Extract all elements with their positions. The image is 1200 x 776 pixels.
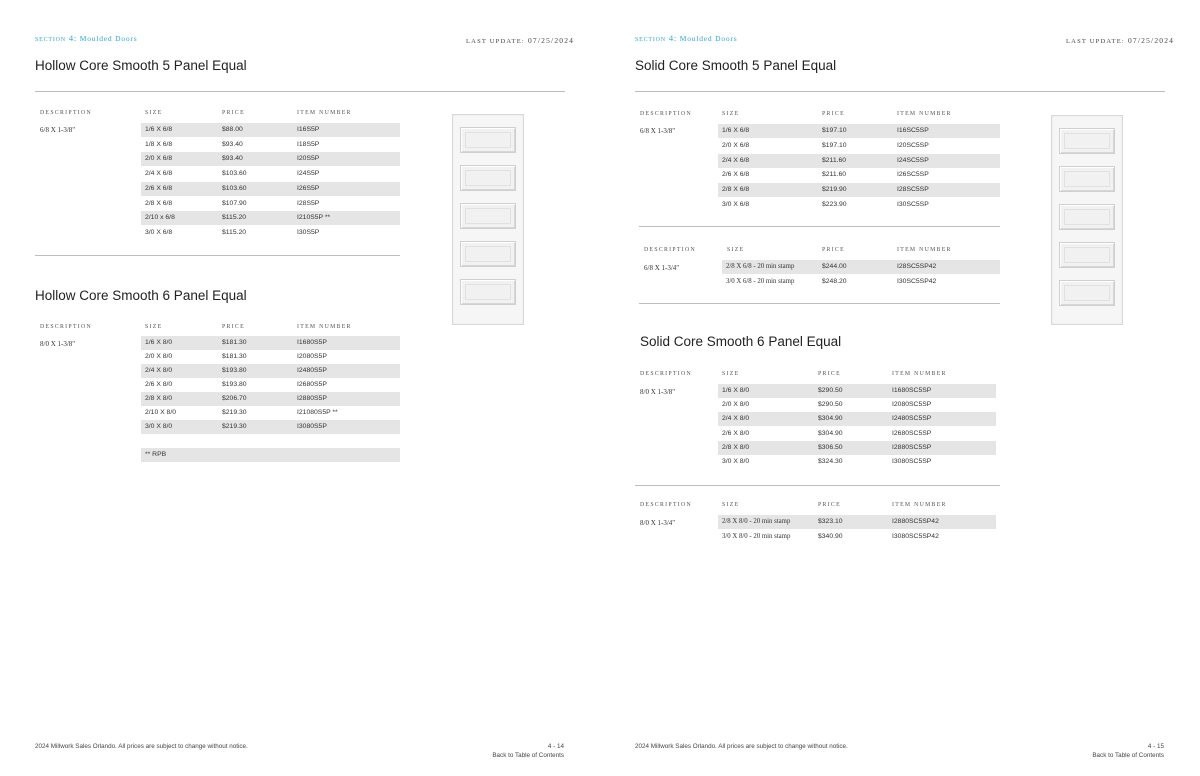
size-cell: 3/0 X 6/8 (145, 228, 173, 236)
item-number-cell: I26SC5SP (897, 171, 929, 179)
table-row (141, 152, 400, 166)
table-row (718, 398, 996, 412)
col-head-item-number: ITEM NUMBER (297, 110, 352, 116)
table-row (141, 167, 400, 181)
price-cell: $211.60 (822, 156, 847, 164)
footer-nav (492, 743, 564, 760)
price-cell: $340.90 (818, 532, 843, 540)
section-name: Moulded Doors (679, 34, 738, 43)
divider (635, 91, 1165, 92)
item-number-cell: I2680SC5SP (892, 429, 932, 437)
price-cell: $197.10 (822, 127, 847, 134)
section-name: Moulded Doors (79, 34, 138, 43)
table-row (722, 275, 1000, 289)
table-row (141, 420, 400, 434)
size-cell: 2/6 X 6/8 (722, 171, 750, 179)
table-row (718, 154, 1000, 168)
col-head-description: DESCRIPTION (644, 247, 696, 253)
divider (635, 485, 1000, 486)
footer-copyright: 2024 Millwork Sales Orlando. All prices are subject to change without notice. (35, 743, 248, 750)
last-update (1066, 36, 1174, 45)
price-cell: $103.60 (222, 184, 247, 192)
size-cell: 2/8 X 6/8 - 20 min stamp (726, 263, 795, 270)
item-number-cell: I30SC5SP (897, 201, 929, 208)
size-cell: 3/0 X 8/0 - 20 min stamp (722, 532, 791, 540)
item-number-cell: I24S5P (297, 170, 320, 178)
size-cell: 2/8 X 8/0 (722, 443, 750, 451)
footer-copyright: 2024 Millwork Sales Orlando. All prices are subject to change without notice. (635, 743, 848, 750)
col-head-description: DESCRIPTION (640, 502, 692, 508)
size-cell: 3/0 X 8/0 (145, 423, 173, 430)
price-cell: $290.50 (818, 401, 843, 409)
col-head-price: PRICE (818, 371, 841, 377)
price-cell: $219.30 (222, 423, 247, 430)
size-cell: 2/6 X 6/8 (145, 184, 173, 192)
footnote-text: ** RPB (145, 451, 167, 458)
item-number-cell: I2880SC5SP42 (892, 518, 939, 525)
item-number-cell: I2080SC5SP (892, 401, 932, 409)
item-number-cell: I26S5P (297, 184, 320, 192)
table-row (141, 336, 400, 350)
col-head-size: SIZE (727, 247, 745, 253)
item-number-cell: I16SC5SP (897, 127, 929, 134)
divider (35, 91, 565, 92)
size-cell: 3/0 X 8/0 (722, 458, 750, 465)
divider (639, 226, 1000, 227)
col-head-size: SIZE (145, 110, 163, 116)
size-cell: 2/8 X 8/0 (145, 395, 173, 402)
last-update-date: 07/25/2024 (1127, 36, 1175, 45)
door-image-5-panel (452, 114, 524, 325)
item-number-cell: I1680SC5SP (892, 387, 932, 394)
price-cell: $197.10 (822, 141, 847, 149)
price-cell: $193.80 (222, 367, 247, 374)
col-head-price: PRICE (818, 502, 841, 508)
price-cell: $193.80 (222, 381, 247, 388)
price-cell: $248.20 (822, 277, 847, 285)
price-cell: $115.20 (222, 214, 247, 222)
size-cell: 2/8 X 8/0 - 20 min stamp (722, 518, 791, 525)
item-number-cell: I28SC5SP42 (897, 263, 937, 270)
size-cell: 2/4 X 8/0 (722, 415, 750, 423)
item-number-cell: I3080SC5SP42 (892, 532, 939, 540)
back-to-toc-link[interactable]: Back to Table of Contents (1092, 751, 1164, 759)
size-cell: 1/6 X 6/8 (722, 127, 750, 134)
size-cell: 2/8 X 6/8 (145, 199, 173, 207)
item-number-cell: I21080S5P ** (297, 409, 338, 416)
price-cell: $306.50 (818, 443, 843, 451)
col-head-price: PRICE (822, 247, 845, 253)
col-head-size: SIZE (722, 502, 740, 508)
size-cell: 1/6 X 8/0 (722, 387, 750, 394)
item-number-cell: I1680S5P (297, 339, 327, 346)
col-head-price: PRICE (822, 111, 845, 117)
price-cell: $223.90 (822, 201, 847, 208)
size-cell: 1/6 X 6/8 (145, 126, 173, 133)
table-row (718, 183, 1000, 197)
size-cell: 2/0 X 8/0 (722, 401, 750, 409)
table-row (718, 441, 996, 455)
table-row (718, 455, 996, 469)
size-cell: 2/10 X 8/0 (145, 409, 176, 416)
table-row (141, 226, 400, 240)
size-cell: 3/0 X 6/8 (722, 201, 750, 208)
door-panel (1059, 166, 1115, 192)
price-cell: $304.90 (818, 429, 843, 437)
item-number-cell: I28S5P (297, 199, 320, 207)
price-cell: $211.60 (822, 171, 847, 179)
col-head-item-number: ITEM NUMBER (897, 247, 952, 253)
table-title: Solid Core Smooth 5 Panel Equal (635, 58, 837, 73)
size-cell: 2/4 X 6/8 (722, 156, 750, 164)
price-cell: $88.00 (222, 126, 243, 133)
footer-nav (1092, 743, 1164, 760)
item-number-cell: I210S5P ** (297, 214, 331, 222)
price-cell: $290.50 (818, 387, 843, 394)
col-head-item-number: ITEM NUMBER (892, 502, 947, 508)
description-value: 6/8 X 1-3/8" (640, 127, 676, 135)
col-head-price: PRICE (222, 324, 245, 330)
price-cell: $304.90 (818, 415, 843, 423)
door-panel (460, 165, 516, 191)
table-row (141, 123, 400, 137)
price-cell: $107.90 (222, 199, 247, 207)
size-cell: 2/6 X 8/0 (145, 381, 173, 388)
size-cell: 2/10 x 6/8 (145, 214, 175, 222)
page-number: 4 - 14 (547, 743, 564, 750)
item-number-cell: I20SC5SP (897, 141, 929, 149)
price-cell: $115.20 (222, 228, 247, 236)
item-number-cell: I2880SC5SP (892, 443, 932, 451)
size-cell: 2/0 X 6/8 (722, 141, 750, 149)
item-number-cell: I30SC5SP42 (897, 277, 937, 285)
size-cell: 2/8 X 6/8 (722, 186, 750, 194)
table-row (141, 350, 400, 364)
col-head-item-number: ITEM NUMBER (892, 371, 947, 377)
last-update-label: LAST UPDATE: (1066, 38, 1125, 45)
door-image-5-panel (1051, 115, 1123, 325)
col-head-description: DESCRIPTION (640, 371, 692, 377)
table-row (718, 139, 1000, 153)
door-panel (460, 279, 516, 305)
footnote-row (141, 448, 400, 462)
item-number-cell: I2080S5P (297, 353, 327, 360)
door-panel (460, 203, 516, 229)
table-row (718, 530, 996, 544)
price-cell: $93.40 (222, 140, 243, 148)
description-value: 8/0 X 1-3/4" (640, 519, 676, 527)
table-row (718, 515, 996, 529)
item-number-cell: I24SC5SP (897, 156, 929, 164)
item-number-cell: I2680S5P (297, 381, 327, 388)
price-cell: $103.60 (222, 170, 247, 178)
col-head-size: SIZE (722, 371, 740, 377)
back-to-toc-link[interactable]: Back to Table of Contents (492, 751, 564, 759)
size-cell: 2/0 X 8/0 (145, 353, 173, 360)
size-cell: 2/0 X 6/8 (145, 155, 173, 163)
door-panel (1059, 242, 1115, 268)
description-value: 8/0 X 1-3/8" (640, 388, 676, 396)
item-number-cell: I2880S5P (297, 395, 327, 402)
col-head-item-number: ITEM NUMBER (297, 324, 352, 330)
col-head-description: DESCRIPTION (640, 111, 692, 117)
size-cell: 3/0 X 6/8 - 20 min stamp (726, 277, 795, 285)
price-cell: $219.90 (822, 186, 847, 194)
description-value: 8/0 X 1-3/8" (40, 340, 76, 348)
door-panel (1059, 280, 1115, 306)
divider (639, 303, 1000, 304)
right-page (600, 0, 1200, 776)
size-cell: 2/4 X 8/0 (145, 367, 173, 374)
table-row (718, 198, 1000, 212)
price-cell: $93.40 (222, 155, 243, 163)
section-label (635, 33, 737, 43)
item-number-cell: I3080SC5SP (892, 458, 932, 465)
price-cell: $324.30 (818, 458, 843, 465)
item-number-cell: I2480SC5SP (892, 415, 932, 423)
price-cell: $181.30 (222, 339, 247, 346)
table-row (722, 260, 1000, 274)
table-row (141, 406, 400, 420)
price-cell: $219.30 (222, 409, 247, 416)
description-value: 6/8 X 1-3/8" (40, 126, 76, 134)
col-head-item-number: ITEM NUMBER (897, 111, 952, 117)
table-row (718, 427, 996, 441)
table-title: Hollow Core Smooth 5 Panel Equal (35, 58, 247, 73)
section-prefix: section 4: (35, 33, 78, 43)
table-title: Hollow Core Smooth 6 Panel Equal (35, 288, 247, 303)
door-panel (1059, 204, 1115, 230)
size-cell: 2/4 X 6/8 (145, 170, 173, 178)
table-row (141, 364, 400, 378)
price-cell: $244.00 (822, 263, 847, 270)
item-number-cell: I30S5P (297, 228, 320, 236)
col-head-price: PRICE (222, 110, 245, 116)
price-cell: $206.70 (222, 395, 247, 402)
item-number-cell: I16S5P (297, 126, 320, 133)
table-row (141, 182, 400, 196)
table-row (718, 124, 1000, 138)
item-number-cell: I28SC5SP (897, 186, 929, 194)
description-value: 6/8 X 1-3/4" (644, 264, 680, 272)
table-row (141, 197, 400, 211)
item-number-cell: I18S5P (297, 140, 320, 148)
door-panel (460, 241, 516, 267)
table-title: Solid Core Smooth 6 Panel Equal (640, 334, 842, 349)
door-panel (1059, 128, 1115, 154)
table-row (718, 384, 996, 398)
col-head-description: DESCRIPTION (40, 110, 92, 116)
table-row (718, 412, 996, 426)
price-cell: $181.30 (222, 353, 247, 360)
table-row (141, 211, 400, 225)
table-row (141, 138, 400, 152)
col-head-description: DESCRIPTION (40, 324, 92, 330)
size-cell: 1/8 X 6/8 (145, 140, 173, 148)
divider (35, 255, 400, 256)
size-cell: 2/6 X 8/0 (722, 429, 750, 437)
section-label (35, 33, 137, 43)
item-number-cell: I20S5P (297, 155, 320, 163)
item-number-cell: I2480S5P (297, 367, 327, 374)
last-update-date: 07/25/2024 (527, 36, 575, 45)
table-row (141, 392, 400, 406)
col-head-size: SIZE (145, 324, 163, 330)
door-panel (460, 127, 516, 153)
last-update-label: LAST UPDATE: (466, 38, 525, 45)
col-head-size: SIZE (722, 111, 740, 117)
table-row (141, 378, 400, 392)
item-number-cell: I3080S5P (297, 423, 327, 430)
price-cell: $323.10 (818, 518, 843, 525)
table-row (718, 168, 1000, 182)
page-number: 4 - 15 (1147, 743, 1164, 750)
section-prefix: section 4: (635, 33, 678, 43)
size-cell: 1/6 X 8/0 (145, 339, 173, 346)
last-update (466, 36, 574, 45)
